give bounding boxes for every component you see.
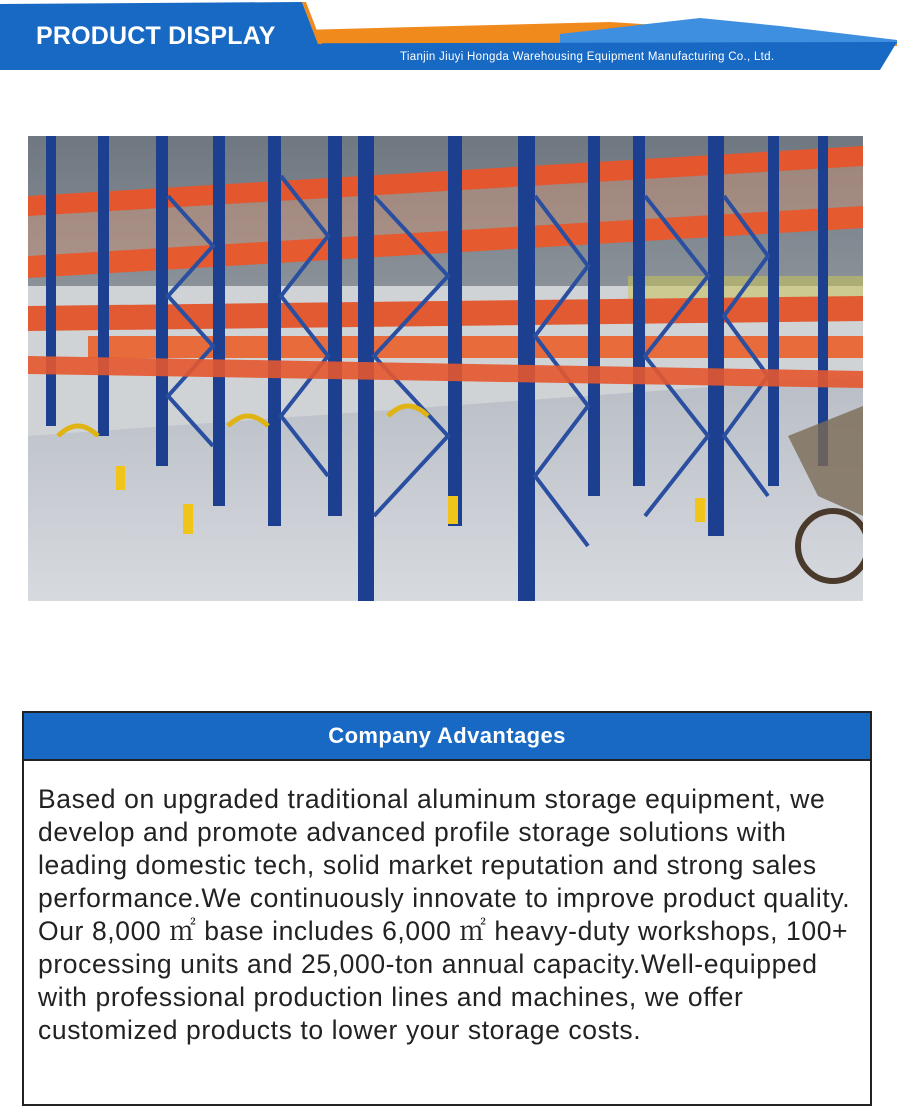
company-advantages-panel [22,711,872,1106]
company-name: Tianjin Jiuyi Hongda Warehousing Equipment Manufacturing Co., Ltd. [400,51,775,63]
advantages-header [24,713,870,761]
product-photo [28,136,863,601]
page-title: PRODUCT DISPLAY [36,22,276,50]
header-banner [0,0,897,80]
advantages-body: Based on upgraded traditional aluminum storage equipment, we develop and promote advanced profile storage solutions with leading domestic tech, solid market reputation and strong sales performance.We continuously innovate to improve product quality. Our 8,000 ㎡ base includes 6,000 ㎡ heavy-duty workshops, 100+ processing units and 25,000-ton annual capacity.Well-equipped with professional production lines and machines, we offer customized products to lower your storage costs. [38,784,851,1045]
advantages-title: Company Advantages [328,723,566,748]
racking-illustration [28,136,863,601]
